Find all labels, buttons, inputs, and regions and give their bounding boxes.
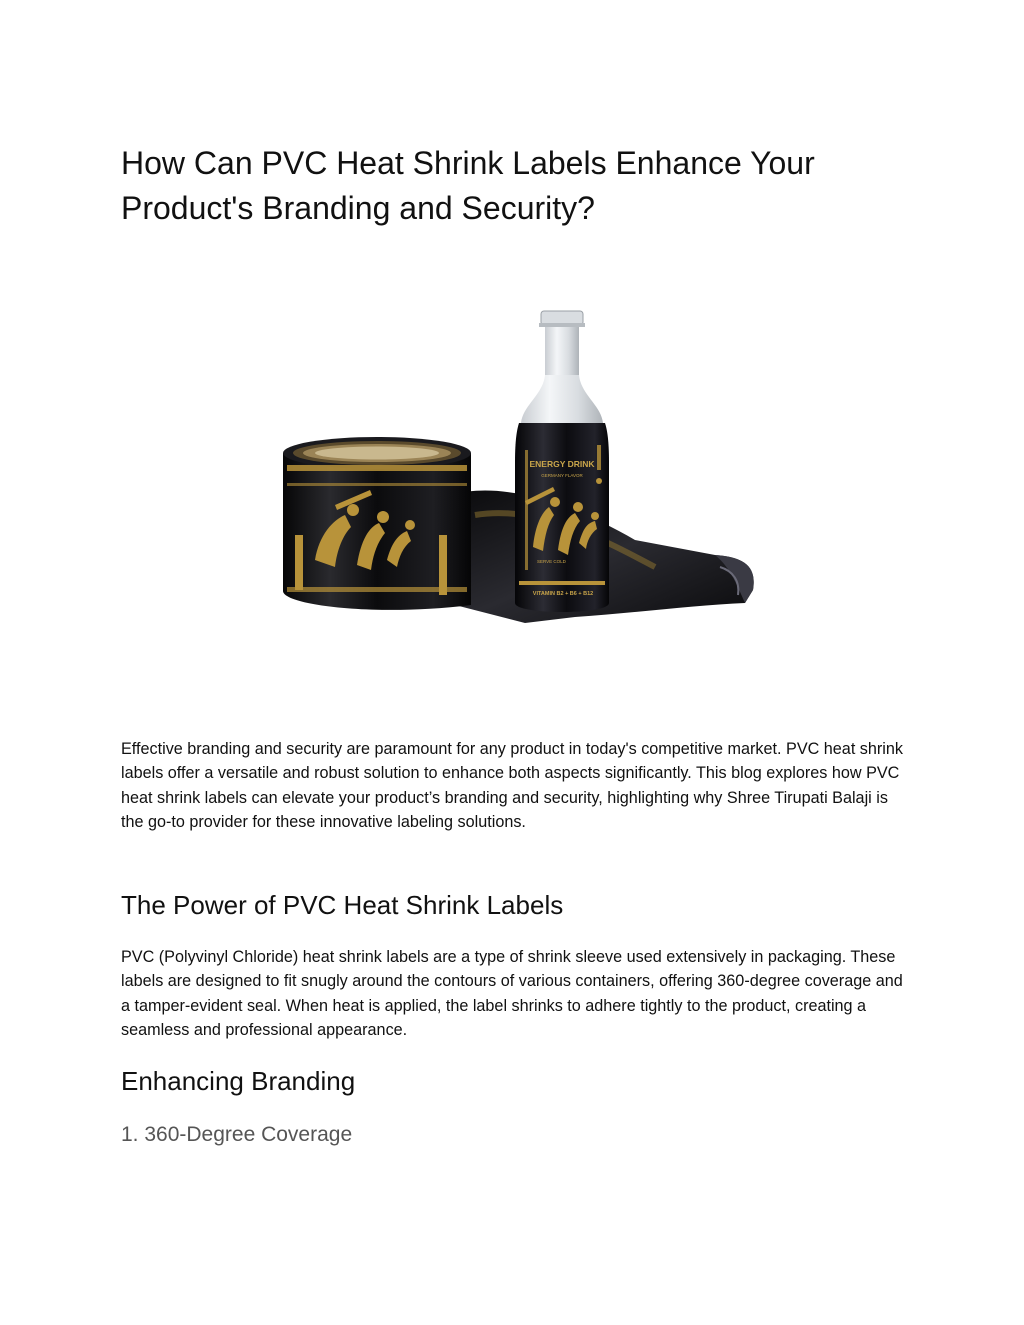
bottle-label-subtitle: GERMANY FLAVOR — [541, 473, 583, 478]
intro-paragraph: Effective branding and security are paramount for any product in today's competitive market. PVC heat shrink labels offer a versatile and robust solution to enhance both aspects significantly. This blog explores how PVC heat shrink labels can elevate your product’s branding and security, highlighting why Shree Tirupati Balaji is the go-to provider for these innovative labeling solutions. — [121, 740, 903, 832]
document-title: How Can PVC Heat Shrink Labels Enhance Your Product's Branding and Security? — [121, 145, 815, 226]
product-image — [275, 305, 765, 625]
subsection-heading-coverage: 1. 360-Degree Coverage — [121, 1123, 353, 1146]
section-heading-branding: Enhancing Branding — [121, 1066, 356, 1096]
bottle-label-serve: SERVE COLD — [537, 559, 566, 564]
section-heading-power: The Power of PVC Heat Shrink Labels — [121, 890, 564, 920]
section-paragraph-power: PVC (Polyvinyl Chloride) heat shrink labels are a type of shrink sleeve used extensively in packaging. These labels are designed to fit snugly around the contours of various containers, offering 360-degree coverage and a tamper-evident seal. When heat is applied, the label shrinks to adhere tightly to the product, creating a seamless and professional appearance. — [121, 948, 903, 1040]
label-roll — [283, 437, 471, 610]
bottle-label-title: ENERGY DRINK — [529, 459, 595, 469]
bottle-label-vitamin: VITAMIN B2 + B6 + B12 — [532, 591, 594, 597]
